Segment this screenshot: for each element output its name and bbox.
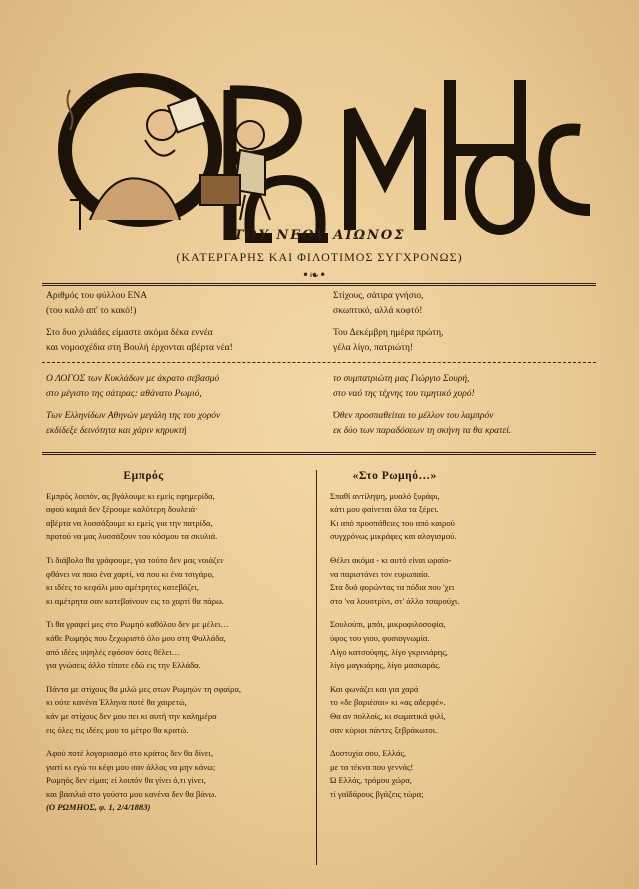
poem-line: κι ούτε κανένα Έλληνα ποτέ θα χαιρετώ, — [46, 697, 187, 708]
dedication-left-line: Ο ΛΟΓΟΣ των Κυκλάδων με άκρατο σεβασμό — [46, 374, 220, 384]
poem-line: Αφού ποτέ λογαριασμό στο κράτος δεν θα δίνει, — [46, 748, 213, 759]
poem-line: να παριστάνει τον ευρωπαίο. — [330, 568, 430, 579]
poem-line: Λίγο κατσούφης, λίγο γκρινιάρης, — [330, 646, 448, 657]
dedication-right-line: στο ναό της τέχνης του τιμητικό χορό! — [333, 389, 475, 399]
poem-left-column — [46, 470, 241, 815]
header-bottom-rule — [42, 452, 596, 455]
poem-line: Θα αν πολλοίς, κι σωματικά φιλί, — [330, 710, 446, 721]
poem-line: Και φωνάζει και για χαρά — [330, 683, 419, 694]
poem-line: συγχρόνως μικράφες και αλογισμού. — [330, 531, 457, 542]
poem-line: Τι διάβολο θα γράφουμε, για τούτο δεν μας νοιάζει· — [46, 554, 226, 565]
poem-line: Ώ Ελλάς, τρόμου χώρα, — [330, 775, 412, 786]
header-left-line: Αριθμός του φύλλου ΕΝΑ — [46, 291, 148, 301]
header-right-line: Στίχους, σάτιρα γνήσιο, — [333, 291, 424, 301]
header-top-rule — [42, 283, 596, 286]
column-divider — [316, 470, 317, 865]
dedication-right-block — [333, 372, 511, 439]
poem-right-title: «Στο Ρωμηό…» — [352, 470, 437, 482]
poem-line: εις όλες τις ιδέες μου το μέτρο θα κρατώ. — [46, 724, 189, 735]
poem-line: Τι θα γραφεί μες στο Ρωμηό καθόλου δεν με μέλει… — [46, 619, 230, 630]
poem-line: Σπαθί αντίληψη, μυαλό ξυράφι, — [330, 490, 440, 501]
poem-line: κι ιδέες το κεφάλι μου αμέτρητες κατεβάζει, — [46, 582, 199, 593]
poem-right-column — [330, 470, 459, 801]
header-mid-rule — [42, 362, 596, 363]
poem-line: κάτι μου φαίνεται όλα τα ξέρει. — [330, 504, 439, 515]
poem-line: στο 'να λουστρίνι, στ' άλλο τσαρούχι. — [330, 595, 460, 606]
poem-line: Κι από προσπάθειες του από καιρού — [330, 517, 455, 528]
header-right-line: γέλα λίγο, πατριώτη! — [333, 343, 414, 353]
dedication-left-block — [46, 372, 220, 439]
dedication-left-line: Των Ελληνίδων Αθηνών μεγάλη της του χορόν — [46, 411, 221, 421]
poem-line: λίγο μαγκιάρης, λίγο μασκαράς. — [330, 660, 441, 671]
poem-line: Ρωμηός δεν είμαι; εί λοιπόν θα γίνει ό,τι γίνει, — [46, 775, 206, 786]
dedication-left-line: εκδίδεξε δεινότητα και χάριν κηρυκτή — [46, 426, 187, 436]
dedication-right-line: εκ δύο των παραδόσεων τη σκήνη τα θα κρατεί. — [333, 426, 512, 436]
header-left-line: Στο δυο χιλιάδες είμαστε ακόμα δέκα εννέα — [46, 328, 213, 338]
poem-line: Εμπρός λοιπόν, ας βγάλουμε κι εμείς εφημερίδα, — [46, 490, 215, 501]
poem-left-title: Εμπρός — [123, 470, 164, 482]
poem-line: από ιδέες υψηλές εφόσον όσες θέλει… — [46, 646, 181, 657]
poem-line: με τα τέκνα που γεννάς! — [330, 761, 414, 772]
header-left-block — [46, 289, 233, 356]
masthead-logo — [50, 70, 595, 250]
poem-line: αφού καμιά δεν ξέρουμε καλύτερη δουλειά· — [46, 504, 198, 515]
poem-line: Σουλούπι, μπόι, μικροφιλοσοφία, — [330, 619, 446, 630]
header-right-block — [333, 289, 443, 356]
poem-line: αβέρτα να λυσσάξουμε κι εμείς για την πατρίδα, — [46, 517, 213, 528]
dedication-right-line: το συμπατριώτη μας Γιώργιο Σουρή, — [333, 374, 470, 384]
poem-line: προτού να μας λυσσάξουν του κόσμου τα σκυλιά. — [46, 531, 218, 542]
poem-line: τί γαϊδάρους βγάζεις τώρα; — [330, 788, 424, 799]
masthead-motto: (ΚΑΤΕΡΓΑΡΗΣ ΚΑΙ ΦΙΛΟΤΙΜΟΣ ΣΥΓΧΡΟΝΩΣ) — [176, 250, 463, 264]
header-left-line: και νομοσχέδια στη Βουλή έρχονται αβέρτα νέα! — [46, 343, 233, 353]
poem-line: φθάνει να ποιο ένα χαρτί, να που κι ένα τσιγάρο, — [46, 568, 215, 579]
poem-line: κάθε Ρωμηός που ξεχωριστό όλο μου στη Φυλλάδα, — [46, 632, 226, 643]
poem-line: κι αμέτρητα σαν κατεβαίνουν εις το χαρτί θα πάρω. — [46, 595, 224, 606]
poem-line: σαν κύριοι πάντες ξεβράκωτοι. — [330, 724, 438, 735]
poem-line: Δυστυχία σου, Ελλάς, — [330, 748, 407, 759]
header-left-line: (του καλό απ' το κακό!) — [46, 306, 137, 316]
poem-line: το «δε βαριέσαι» κι «ας αδερφέ». — [330, 697, 446, 708]
poem-line: Θέλει ακόμα - κι αυτό είναι ωραίο- — [330, 554, 452, 565]
poem-line: Πάντα με στίχους θα μιλώ μες στων Ρωμηών τη σφαίρα, — [46, 683, 242, 694]
poem-line: και βασιλιά στο γούστο μου κανένα δεν θα βάνω. — [46, 788, 217, 799]
ornament-divider: •❧• — [302, 268, 327, 282]
poem-line: για γνώσεις άλλο τίποτε εδώ εις την Ελλάδα. — [46, 660, 201, 671]
header-right-line: σκωπτικό, αλλά κοφτό! — [333, 306, 423, 316]
masthead-tagline: ΤΟΥ ΝΕΟΥ ΑΙΩΝΟΣ — [233, 228, 406, 243]
poem-line: Στα δυό φορώντας τα πόδια που 'χει — [330, 582, 455, 593]
header-right-line: Του Δεκέμβρη ημέρα πρώτη, — [333, 328, 444, 338]
poem-line: κάν με στίχους δεν μου πει κι αυτή την καλημέρα — [46, 710, 217, 721]
poem-line: ύφος του γιου, φυσιογνωμία. — [330, 632, 430, 643]
poem-line: γιατί κι εγώ το κέφι μου σαν άλλος να μην κάνω; — [46, 761, 216, 772]
dedication-left-line: στο μέγιστο της σάτιρας: αθάνατο Ρωμιό, — [46, 389, 202, 399]
poem-signature: (Ο ΡΩΜΗΟΣ, φ. 1, 2/4/1883) — [46, 802, 151, 813]
dedication-right-line: Όθεν προσπαθείται το μέλλον του λαμπρόν — [333, 411, 494, 421]
